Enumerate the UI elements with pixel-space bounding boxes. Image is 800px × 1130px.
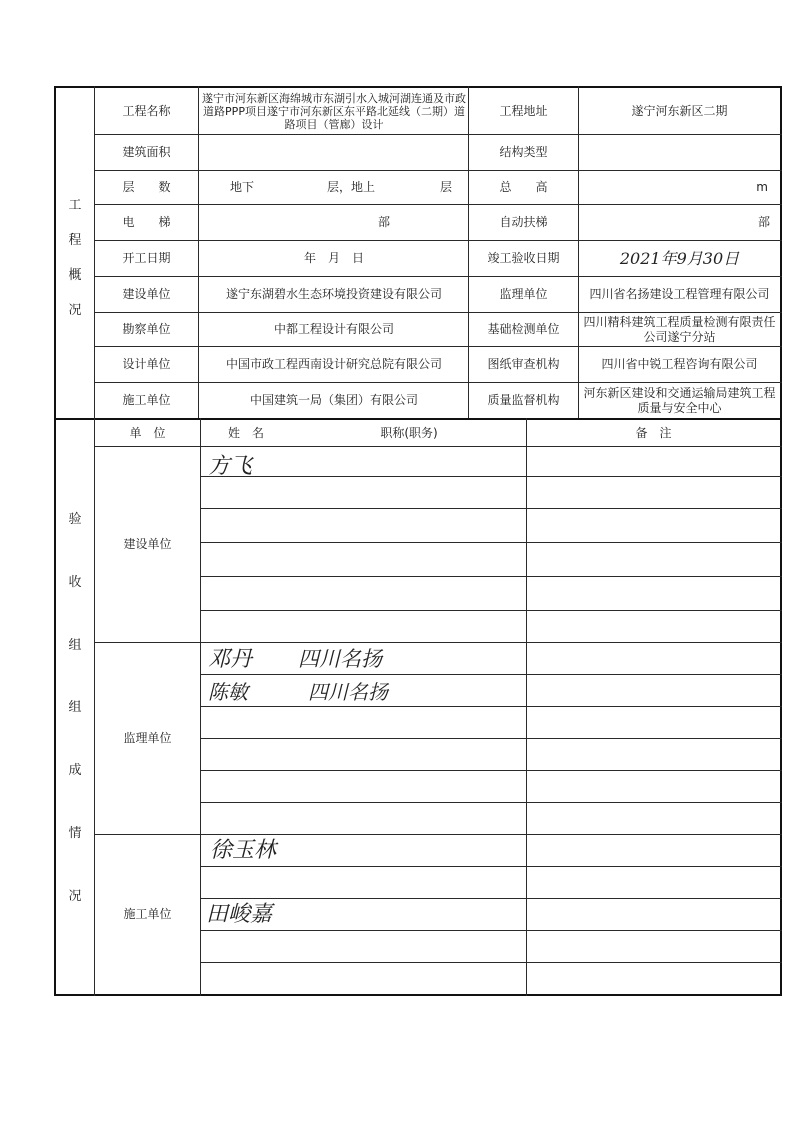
col-header-unit: 单 位	[129, 425, 166, 440]
label-design-unit: 设计单位	[122, 357, 171, 371]
label-floors: 层 数	[122, 180, 171, 194]
value-quality-supervision: 河东新区建设和交通运输局建筑工程质量与安全中心	[583, 385, 776, 415]
signature-name: 田峻嘉	[206, 901, 273, 927]
col-header-name: 姓 名	[227, 425, 264, 440]
label-project-address: 工程地址	[499, 103, 548, 118]
signature-title: 四川名扬	[308, 679, 388, 704]
value-floors-unit: 层	[439, 180, 452, 194]
rule	[200, 508, 782, 509]
border-right	[780, 86, 782, 996]
label-start-date: 开工日期	[122, 251, 171, 265]
rule	[200, 418, 201, 996]
value-escalator: 部	[757, 215, 770, 229]
value-supervision-unit: 四川省名扬建设工程管理有限公司	[589, 287, 770, 301]
unit-label-construction: 建设单位	[123, 537, 172, 551]
signature-title: 四川名扬	[298, 646, 382, 671]
value-contractor: 中国建筑一局（集团）有限公司	[249, 393, 418, 407]
section-acceptance-heading	[56, 486, 94, 926]
label-project-name: 工程名称	[122, 103, 171, 118]
label-quality-supervision: 质量监督机构	[487, 393, 560, 407]
rule	[200, 738, 782, 739]
label-supervision-unit: 监理单位	[499, 287, 548, 301]
label-drawing-review-agency: 图纸审查机构	[487, 357, 560, 371]
value-floors-underground: 地下	[229, 180, 254, 194]
heading-char: 工	[68, 198, 82, 213]
value-project-address: 遂宁河东新区二期	[631, 103, 728, 118]
rule	[198, 86, 199, 418]
heading-char: 组	[68, 700, 82, 716]
label-construction-unit: 建设单位	[122, 287, 171, 301]
border-bottom	[54, 994, 782, 996]
col-header-title: 职称(职务)	[380, 425, 438, 440]
rule	[200, 930, 782, 931]
rule	[200, 770, 782, 771]
label-structure-type: 结构类型	[499, 145, 548, 159]
value-survey-unit: 中都工程设计有限公司	[273, 322, 394, 336]
label-building-area: 建筑面积	[122, 145, 171, 159]
section-overview-heading	[56, 186, 94, 326]
value-completion-date: 2021年9月30日	[619, 249, 740, 268]
heading-char: 情	[68, 826, 82, 842]
value-total-height-unit: m	[756, 180, 768, 194]
label-survey-unit: 勘察单位	[122, 322, 171, 336]
signature-name: 方飞	[208, 453, 253, 479]
signature-name: 陈敏	[208, 679, 248, 704]
unit-label-contractor: 施工单位	[123, 907, 172, 921]
value-start-date: 年 月 日	[303, 251, 364, 265]
heading-char: 组	[68, 637, 82, 653]
heading-char: 验	[68, 511, 82, 527]
heading-char: 成	[68, 763, 82, 779]
rule	[200, 706, 782, 707]
heading-char: 概	[68, 268, 82, 283]
rule	[526, 418, 527, 996]
label-elevator: 电 梯	[122, 215, 171, 229]
acceptance-form	[54, 86, 782, 996]
rule	[200, 576, 782, 577]
heading-char: 况	[68, 303, 82, 318]
rule	[200, 866, 782, 867]
value-elevator: 部	[377, 215, 390, 229]
unit-label-supervision: 监理单位	[123, 731, 172, 745]
value-project-name: 遂宁市河东新区海绵城市东湖引水入城河湖连通及市政道路PPP项目遂宁市河东新区东平路北延线（二期）道路项目（管廊）设计	[202, 91, 466, 131]
signature-name: 徐玉林	[210, 837, 277, 863]
value-design-unit: 中国市政工程西南设计研究总院有限公司	[225, 357, 442, 371]
col-header-remarks: 备 注	[635, 425, 672, 440]
heading-char: 况	[68, 888, 82, 904]
label-total-height: 总 高	[499, 180, 548, 194]
rule	[200, 610, 782, 611]
label-contractor: 施工单位	[122, 393, 171, 407]
rule	[200, 674, 782, 675]
label-foundation-testing-unit: 基础检测单位	[487, 322, 560, 336]
label-completion-date: 竣工验收日期	[487, 251, 560, 265]
value-building-area	[201, 135, 467, 170]
rule	[200, 542, 782, 543]
label-escalator: 自动扶梯	[499, 215, 548, 229]
value-construction-unit: 遂宁东湖碧水生态环境投资建设有限公司	[225, 287, 442, 301]
heading-char: 收	[68, 574, 82, 590]
rule	[200, 802, 782, 803]
value-floors-above: 层，地上	[326, 180, 375, 194]
signature-name: 邓丹	[208, 646, 253, 672]
rule	[200, 962, 782, 963]
heading-char: 程	[68, 233, 82, 248]
value-drawing-review-agency: 四川省中锐工程咨询有限公司	[601, 357, 758, 371]
value-foundation-testing-unit: 四川精科建筑工程质量检测有限责任公司遂宁分站	[583, 314, 776, 344]
value-structure-type	[579, 135, 780, 170]
